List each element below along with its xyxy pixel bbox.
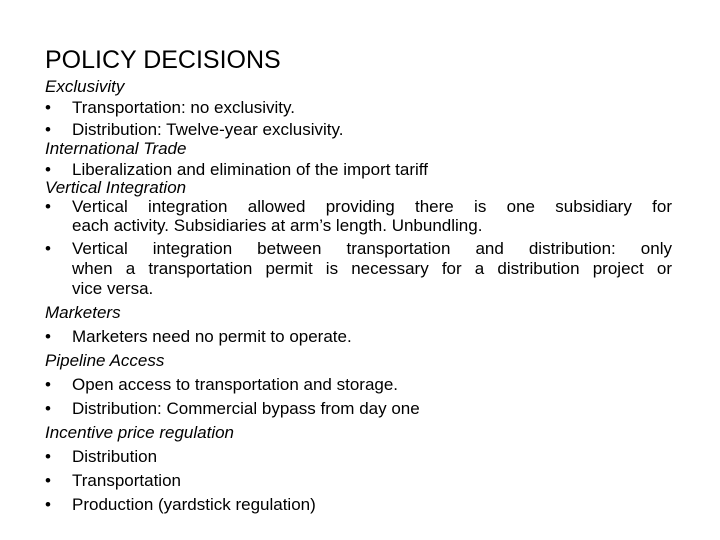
list-item-line: when a transportation permit is necessary for a distribution project or <box>72 259 672 278</box>
list-item: Production (yardstick regulation) <box>72 495 316 514</box>
list-item: Transportation: no exclusivity. <box>72 98 295 117</box>
section-heading: International Trade <box>45 139 187 158</box>
bullet-icon: • <box>45 197 51 216</box>
section-heading: Vertical Integration <box>45 178 187 197</box>
section-heading: Marketers <box>45 303 121 322</box>
list-item: Distribution: Twelve-year exclusivity. <box>72 120 344 139</box>
list-item: Distribution: Commercial bypass from day one <box>72 399 420 418</box>
section-heading: Incentive price regulation <box>45 423 235 442</box>
list-item: Marketers need no permit to operate. <box>72 327 352 346</box>
section-heading: Exclusivity <box>45 77 125 96</box>
bullet-icon: • <box>45 399 51 418</box>
section-heading: Pipeline Access <box>45 351 165 370</box>
bullet-icon: • <box>45 98 51 117</box>
bullet-icon: • <box>45 471 51 490</box>
bullet-icon: • <box>45 239 51 258</box>
bullet-icon: • <box>45 447 51 466</box>
bullet-icon: • <box>45 160 51 179</box>
list-item-line: Vertical integration between transportation and distribution: only <box>72 239 672 258</box>
list-item-line: each activity. Subsidiaries at arm’s length. Unbundling. <box>72 216 483 235</box>
bullet-icon: • <box>45 375 51 394</box>
bullet-icon: • <box>45 327 51 346</box>
list-item-line: vice versa. <box>72 279 154 298</box>
bullet-icon: • <box>45 120 51 139</box>
list-item: Liberalization and elimination of the import tariff <box>72 160 428 179</box>
list-item: Distribution <box>72 447 158 466</box>
slide-title: POLICY DECISIONS <box>45 46 281 74</box>
list-item: Open access to transportation and storage. <box>72 375 399 394</box>
bullet-icon: • <box>45 495 51 514</box>
list-item-line: Vertical integration allowed providing there is one subsidiary for <box>72 197 672 216</box>
list-item: Transportation <box>72 471 181 490</box>
